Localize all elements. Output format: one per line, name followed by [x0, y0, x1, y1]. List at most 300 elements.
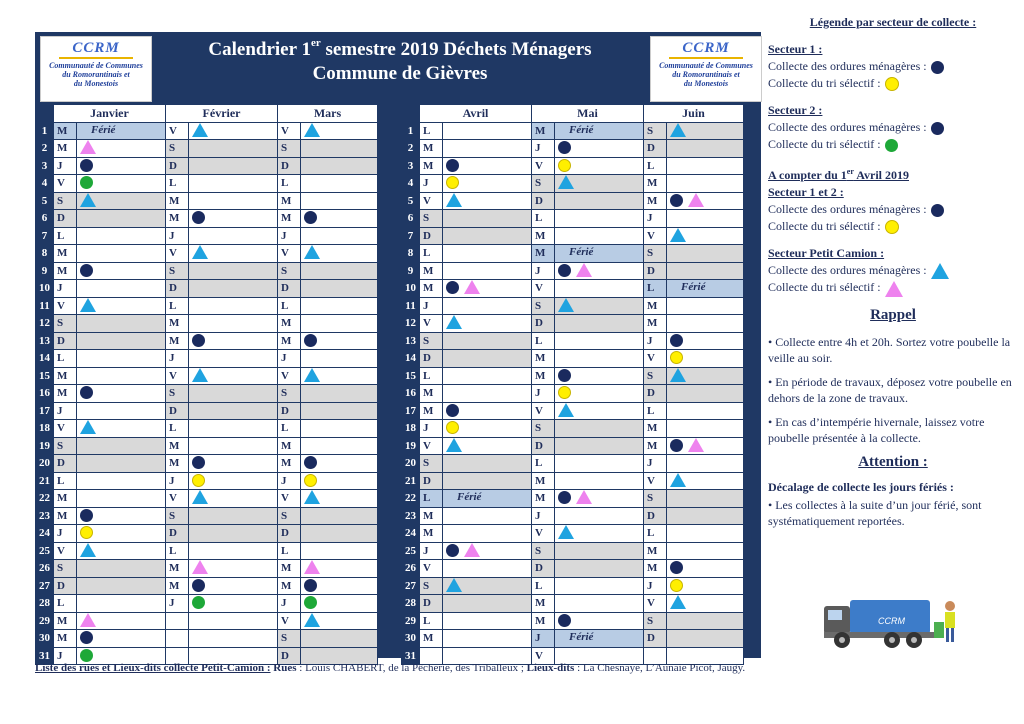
day-cell	[77, 595, 166, 613]
calendar-row	[36, 630, 378, 648]
calendar-row	[402, 402, 744, 420]
weekday-letter: S	[166, 140, 189, 158]
day-cell	[667, 612, 744, 630]
day-number: 24	[36, 525, 54, 543]
day-number: 14	[36, 350, 54, 368]
day-number: 25	[402, 542, 420, 560]
page-subtitle: Commune de Gièvres	[312, 63, 488, 84]
weekday-letter: M	[644, 542, 667, 560]
calendar-row	[36, 612, 378, 630]
calendar-row	[36, 122, 378, 140]
weekday-letter: S	[420, 455, 443, 473]
day-cell	[443, 192, 532, 210]
day-cell	[189, 402, 278, 420]
empty-cell	[189, 612, 278, 630]
title-pre: Calendrier 1	[208, 39, 311, 60]
weekday-letter: M	[166, 577, 189, 595]
navy-dot-icon	[304, 334, 317, 347]
day-cell	[301, 507, 378, 525]
pink-triangle-icon	[464, 280, 480, 294]
weekday-letter: M	[54, 122, 77, 140]
calendar-row	[36, 245, 378, 263]
day-cell	[667, 385, 744, 403]
day-number: 19	[36, 437, 54, 455]
day-cell	[77, 245, 166, 263]
calendar-row	[36, 455, 378, 473]
day-number: 25	[36, 542, 54, 560]
weekday-letter: M	[644, 420, 667, 438]
day-cell	[189, 157, 278, 175]
weekday-letter: V	[166, 245, 189, 263]
calendar-row	[36, 577, 378, 595]
small-truck-tri-label: Collecte du tri sélectif :	[768, 280, 881, 295]
day-cell	[667, 472, 744, 490]
day-number: 11	[402, 297, 420, 315]
small-truck-om-label: Collecte des ordures ménagères :	[768, 263, 927, 277]
rappel-note-2: • En période de travaux, déposez votre poubelle en dehors de la zone de travaux.	[768, 374, 1012, 405]
day-number: 27	[402, 577, 420, 595]
weekday-letter: M	[644, 297, 667, 315]
day-cell	[77, 385, 166, 403]
day-cell	[77, 367, 166, 385]
day-cell	[443, 385, 532, 403]
day-number: 20	[36, 455, 54, 473]
calendar-row	[402, 262, 744, 280]
day-number: 15	[402, 367, 420, 385]
day-cell	[301, 332, 378, 350]
day-cell	[667, 490, 744, 508]
pink-triangle-icon	[192, 560, 208, 574]
weekday-letter: L	[420, 612, 443, 630]
legend-panel	[768, 14, 1018, 537]
day-cell	[443, 315, 532, 333]
weekday-letter: S	[278, 630, 301, 648]
weekday-letter: S	[532, 175, 555, 193]
day-number: 26	[402, 560, 420, 578]
weekday-letter: V	[166, 490, 189, 508]
day-cell	[301, 437, 378, 455]
calendar-row	[402, 140, 744, 158]
day-cell	[77, 437, 166, 455]
calendar-row	[402, 315, 744, 333]
navy-dot-icon	[80, 159, 93, 172]
sector-12-om-label: Collecte des ordures ménagères :	[768, 202, 927, 216]
navy-dot-icon	[192, 456, 205, 469]
day-cell	[443, 280, 532, 298]
day-cell	[77, 332, 166, 350]
sector-12-title: Secteur 1 et 2 :	[768, 185, 844, 199]
day-cell	[301, 262, 378, 280]
day-cell	[443, 245, 532, 263]
day-cell	[301, 402, 378, 420]
day-cell	[555, 315, 644, 333]
calendar-row	[402, 490, 744, 508]
day-cell	[555, 227, 644, 245]
weekday-letter: L	[420, 490, 443, 508]
weekday-letter: D	[166, 280, 189, 298]
navy-dot-icon	[304, 579, 317, 592]
sector-1-om-label: Collecte des ordures ménagères :	[768, 59, 927, 73]
weekday-letter: M	[420, 140, 443, 158]
day-cell	[77, 350, 166, 368]
day-cell	[667, 577, 744, 595]
calendar-q2-table	[401, 104, 744, 665]
day-cell	[301, 140, 378, 158]
calendar-row	[402, 455, 744, 473]
weekday-letter: D	[166, 402, 189, 420]
day-cell	[667, 350, 744, 368]
day-cell	[443, 210, 532, 228]
calendar-row	[402, 280, 744, 298]
green-dot-icon	[192, 596, 205, 609]
weekday-letter: J	[532, 507, 555, 525]
weekday-letter: J	[420, 420, 443, 438]
green-dot-icon	[304, 596, 317, 609]
navy-dot-icon	[931, 61, 944, 74]
weekday-letter: M	[644, 315, 667, 333]
calendar-row	[402, 577, 744, 595]
weekday-letter: D	[166, 525, 189, 543]
weekday-letter: D	[644, 630, 667, 648]
pink-triangle-icon	[80, 140, 96, 154]
day-cell	[443, 157, 532, 175]
weekday-letter: S	[278, 140, 301, 158]
day-cell	[189, 280, 278, 298]
pink-triangle-icon	[80, 613, 96, 627]
day-cell	[77, 315, 166, 333]
yellow-dot-icon	[558, 386, 571, 399]
weekday-letter: V	[532, 280, 555, 298]
day-cell	[189, 122, 278, 140]
calendar-row	[402, 437, 744, 455]
day-cell	[77, 402, 166, 420]
day-cell	[301, 542, 378, 560]
title-sup: er	[310, 37, 321, 49]
day-cell	[555, 122, 644, 140]
month-header: Mai	[532, 105, 644, 123]
blue-triangle-icon	[192, 245, 208, 259]
weekday-letter: V	[278, 245, 301, 263]
day-cell	[667, 262, 744, 280]
day-cell	[443, 437, 532, 455]
weekday-letter: S	[278, 262, 301, 280]
weekday-letter: D	[644, 385, 667, 403]
weekday-letter: M	[420, 262, 443, 280]
weekday-letter: M	[278, 210, 301, 228]
blue-triangle-icon	[670, 368, 686, 382]
footer-rues-label: Rues	[273, 662, 297, 674]
navy-dot-icon	[192, 211, 205, 224]
calendar-row	[402, 245, 744, 263]
day-number: 22	[36, 490, 54, 508]
navy-dot-icon	[80, 509, 93, 522]
calendar-row	[402, 332, 744, 350]
day-cell	[555, 280, 644, 298]
calendar-row	[402, 612, 744, 630]
yellow-dot-icon	[670, 351, 683, 364]
calendar-row	[36, 157, 378, 175]
calendar-row	[402, 157, 744, 175]
weekday-letter: L	[166, 297, 189, 315]
day-cell	[189, 315, 278, 333]
day-cell	[77, 157, 166, 175]
weekday-letter: M	[54, 490, 77, 508]
navy-dot-icon	[80, 386, 93, 399]
day-cell	[443, 630, 532, 648]
weekday-letter: D	[532, 560, 555, 578]
day-cell	[667, 455, 744, 473]
weekday-letter: M	[644, 192, 667, 210]
yellow-dot-icon	[446, 176, 459, 189]
day-cell	[667, 210, 744, 228]
weekday-letter: J	[166, 595, 189, 613]
day-cell	[667, 245, 744, 263]
day-cell	[443, 612, 532, 630]
day-cell	[77, 192, 166, 210]
day-cell	[443, 297, 532, 315]
day-cell	[443, 402, 532, 420]
holiday-label: Férié	[681, 281, 706, 293]
navy-dot-icon	[670, 439, 683, 452]
weekday-letter: S	[420, 332, 443, 350]
day-cell	[667, 297, 744, 315]
attention-title: Attention :	[858, 453, 928, 470]
pink-triangle-icon	[304, 560, 320, 574]
day-cell	[77, 122, 166, 140]
weekday-letter: M	[166, 560, 189, 578]
weekday-letter: V	[54, 542, 77, 560]
day-cell	[443, 122, 532, 140]
weekday-letter: J	[278, 472, 301, 490]
weekday-letter: L	[278, 175, 301, 193]
day-cell	[301, 315, 378, 333]
day-cell	[443, 262, 532, 280]
day-number: 4	[402, 175, 420, 193]
calendar-row	[36, 140, 378, 158]
day-number: 10	[36, 280, 54, 298]
weekday-letter: L	[278, 420, 301, 438]
day-cell	[77, 210, 166, 228]
calendar-row	[402, 595, 744, 613]
month-header: Mars	[278, 105, 378, 123]
day-cell	[189, 472, 278, 490]
weekday-letter: D	[532, 315, 555, 333]
weekday-letter: J	[54, 525, 77, 543]
blue-triangle-icon	[670, 228, 686, 242]
calendar-row	[402, 525, 744, 543]
weekday-letter: M	[644, 437, 667, 455]
day-cell	[189, 350, 278, 368]
calendar-row	[402, 630, 744, 648]
day-number: 21	[402, 472, 420, 490]
weekday-letter: D	[532, 192, 555, 210]
weekday-letter: M	[420, 630, 443, 648]
weekday-letter: S	[644, 612, 667, 630]
day-cell	[555, 385, 644, 403]
blue-triangle-icon	[558, 175, 574, 189]
day-cell	[443, 595, 532, 613]
holiday-label: Férié	[569, 246, 594, 258]
day-number: 12	[36, 315, 54, 333]
day-cell	[301, 560, 378, 578]
day-number: 14	[402, 350, 420, 368]
day-number: 28	[36, 595, 54, 613]
day-cell	[443, 367, 532, 385]
logo-line-1: Communauté de Communes	[49, 61, 143, 70]
yellow-dot-icon	[80, 526, 93, 539]
weekday-letter: S	[644, 490, 667, 508]
day-cell	[555, 507, 644, 525]
day-cell	[555, 157, 644, 175]
day-cell	[301, 350, 378, 368]
day-number: 9	[402, 262, 420, 280]
navy-dot-icon	[670, 561, 683, 574]
navy-dot-icon	[446, 404, 459, 417]
day-number: 22	[402, 490, 420, 508]
green-dot-icon	[80, 176, 93, 189]
day-cell	[301, 472, 378, 490]
blue-triangle-icon	[304, 490, 320, 504]
day-number: 11	[36, 297, 54, 315]
weekday-letter: M	[54, 612, 77, 630]
weekday-letter: V	[54, 297, 77, 315]
weekday-letter: J	[278, 595, 301, 613]
calendar-row	[36, 420, 378, 438]
day-number: 5	[402, 192, 420, 210]
weekday-letter: V	[54, 420, 77, 438]
calendar-row	[36, 507, 378, 525]
day-number: 3	[402, 157, 420, 175]
pink-triangle-icon	[576, 490, 592, 504]
yellow-dot-icon	[304, 474, 317, 487]
weekday-letter: M	[54, 367, 77, 385]
weekday-letter: M	[54, 507, 77, 525]
day-number: 7	[36, 227, 54, 245]
weekday-letter: V	[644, 595, 667, 613]
navy-dot-icon	[304, 456, 317, 469]
month-header: Janvier	[54, 105, 166, 123]
day-cell	[555, 490, 644, 508]
day-number: 31	[36, 647, 54, 665]
weekday-letter: V	[166, 122, 189, 140]
logo-line-1: Communauté de Communes	[659, 61, 753, 70]
day-cell	[555, 420, 644, 438]
weekday-letter: J	[278, 227, 301, 245]
weekday-letter: L	[644, 157, 667, 175]
day-number: 13	[402, 332, 420, 350]
weekday-letter: S	[532, 542, 555, 560]
day-number: 21	[36, 472, 54, 490]
day-cell	[667, 192, 744, 210]
weekday-letter: S	[644, 367, 667, 385]
attention-subtitle: Décalage de collecte les jours fériés :	[768, 479, 954, 494]
logo-line-3: du Monestois	[683, 79, 729, 88]
blue-triangle-icon	[304, 368, 320, 382]
footer-lieux: : La Chesnaye, L’Aunaie Picot, Jaugy.	[574, 662, 746, 674]
navy-dot-icon	[80, 631, 93, 644]
weekday-letter: D	[420, 472, 443, 490]
weekday-letter: M	[532, 350, 555, 368]
day-cell	[77, 262, 166, 280]
day-cell	[77, 280, 166, 298]
truck-label: CCRM	[878, 616, 905, 626]
rappel-note-1: • Collecte entre 4h et 20h. Sortez votre poubelle la veille au soir.	[768, 334, 1011, 365]
weekday-letter: M	[532, 227, 555, 245]
weekday-letter: D	[278, 280, 301, 298]
weekday-letter: M	[278, 192, 301, 210]
weekday-letter: V	[532, 402, 555, 420]
day-cell	[555, 630, 644, 648]
day-number: 6	[402, 210, 420, 228]
navy-dot-icon	[192, 579, 205, 592]
month-header: Juin	[644, 105, 744, 123]
weekday-letter: V	[166, 367, 189, 385]
day-cell	[77, 175, 166, 193]
day-number: 2	[402, 140, 420, 158]
weekday-letter: V	[532, 525, 555, 543]
weekday-letter: V	[644, 227, 667, 245]
weekday-letter: L	[166, 542, 189, 560]
weekday-letter: D	[420, 595, 443, 613]
day-cell	[667, 227, 744, 245]
navy-dot-icon	[446, 544, 459, 557]
calendar-row	[36, 280, 378, 298]
day-cell	[301, 367, 378, 385]
day-number: 17	[402, 402, 420, 420]
day-cell	[667, 420, 744, 438]
day-cell	[189, 192, 278, 210]
weekday-letter: S	[420, 577, 443, 595]
weekday-letter: D	[278, 157, 301, 175]
calendar-row	[36, 437, 378, 455]
day-cell	[77, 140, 166, 158]
weekday-letter: L	[54, 595, 77, 613]
navy-dot-icon	[931, 204, 944, 217]
day-cell	[77, 472, 166, 490]
calendar-row	[402, 297, 744, 315]
weekday-letter: M	[278, 332, 301, 350]
blue-triangle-icon	[446, 438, 462, 452]
day-cell	[301, 525, 378, 543]
weekday-letter: L	[278, 297, 301, 315]
ccrm-logo-right	[650, 36, 762, 102]
day-cell	[443, 140, 532, 158]
day-cell	[301, 122, 378, 140]
calendar-row	[36, 472, 378, 490]
day-cell	[667, 140, 744, 158]
day-cell	[189, 507, 278, 525]
calendar-row	[36, 542, 378, 560]
weekday-letter: V	[420, 315, 443, 333]
day-cell	[77, 542, 166, 560]
day-cell	[443, 490, 532, 508]
weekday-letter: D	[166, 157, 189, 175]
weekday-letter: L	[532, 210, 555, 228]
calendar-row	[36, 595, 378, 613]
day-cell	[555, 472, 644, 490]
blue-triangle-icon	[304, 245, 320, 259]
yellow-dot-icon	[192, 474, 205, 487]
day-number: 16	[402, 385, 420, 403]
weekday-letter: J	[278, 350, 301, 368]
day-cell	[443, 350, 532, 368]
green-dot-icon	[885, 139, 898, 152]
blue-triangle-icon	[80, 193, 96, 207]
day-cell	[555, 297, 644, 315]
navy-dot-icon	[558, 614, 571, 627]
holiday-label: Férié	[569, 123, 594, 136]
day-cell	[301, 385, 378, 403]
